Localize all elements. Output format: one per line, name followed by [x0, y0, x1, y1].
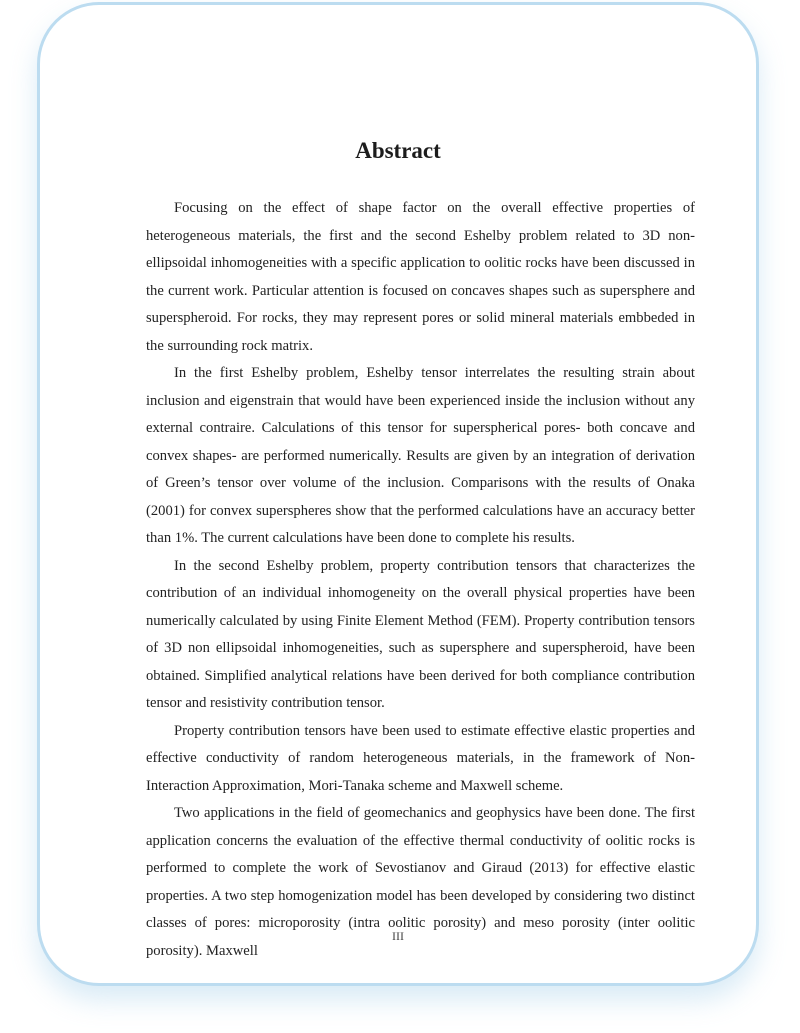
paragraph-5: Two applications in the field of geomechanics and geophysics have been done. The first application concerns the evaluation of the effective thermal conductivity of oolitic rocks is performed to complete the work of Sevostianov and Giraud (2013) for effective elastic properties. A two step homogenization model has been developed by considering two distinct classes of pores: microporosity (intra oolitic porosity) and meso porosity (inter oolitic porosity). Maxwell — [146, 805, 695, 959]
paragraph-1: Focusing on the effect of shape factor on the overall effective properties of heterogeneous materials, the first and the second Eshelby problem related to 3D non-ellipsoidal inhomogeneities with a specific application to oolitic rocks have been discussed in the current work. Particular attention is focused on concaves shapes such as supersphere and superspheroid. For rocks, they may represent pores or solid mineral materials embbeded in the surrounding rock matrix. — [146, 200, 695, 354]
document-page — [37, 2, 759, 986]
page-title: Abstract — [355, 138, 441, 163]
page-number: III — [392, 929, 404, 943]
abstract-body — [146, 195, 695, 965]
paragraph-2: In the first Eshelby problem, Eshelby tensor interrelates the resulting strain about inclusion and eigenstrain that would have been experienced inside the inclusion without any external contraire. Calculations of this tensor for superspherical pores- both concave and convex shapes- are performed numerically. Results are given by an integration of derivation of Green’s tensor over volume of the inclusion. Comparisons with the results of Onaka (2001) for convex superspheres show that the performed calculations have an accuracy better than 1%. The current calculations have been done to complete his results. — [146, 365, 695, 546]
paragraph-4: Property contribution tensors have been used to estimate effective elastic properties and effective conductivity of random heterogeneous materials, in the framework of Non-Interaction Approximation, Mori-Tanaka scheme and Maxwell scheme. — [146, 722, 695, 794]
paragraph-3: In the second Eshelby problem, property contribution tensors that characterizes the contribution of an individual inhomogeneity on the overall physical properties have been numerically calculated by using Finite Element Method (FEM). Property contribution tensors of 3D non ellipsoidal inhomogeneities, such as supersphere and superspheroid, have been obtained. Simplified analytical relations have been derived for both compliance contribution tensor and resistivity contribution tensor. — [146, 557, 695, 711]
